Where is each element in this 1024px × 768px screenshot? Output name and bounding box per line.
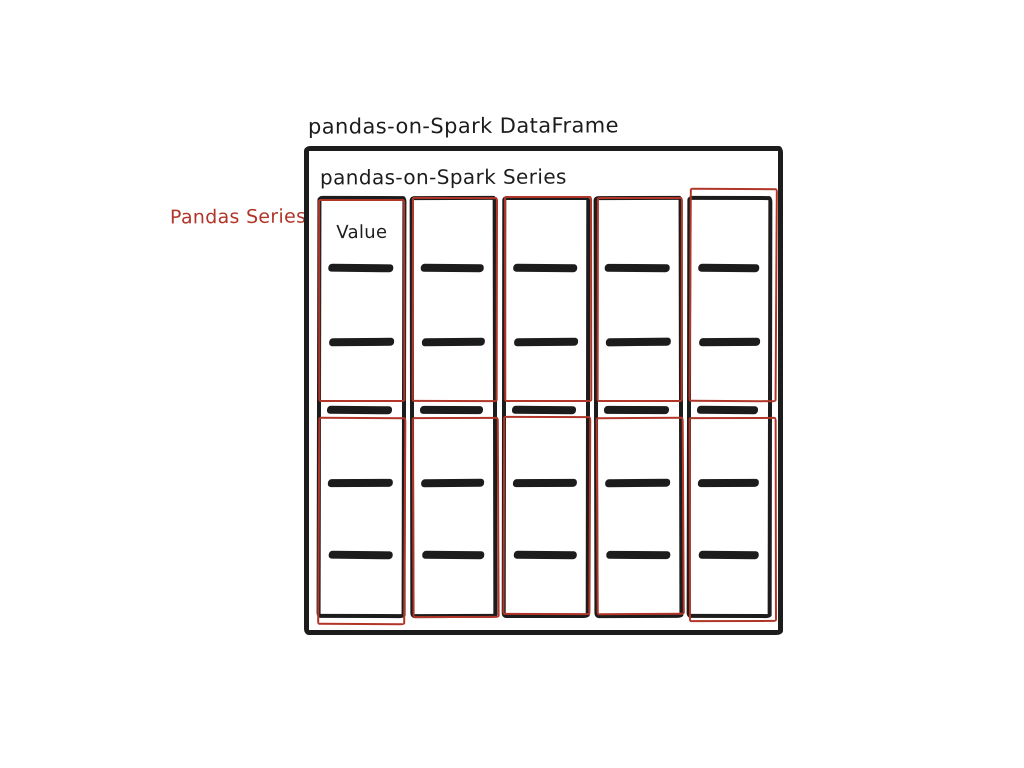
row-mark: [606, 551, 670, 559]
row-mark: [698, 479, 759, 487]
pandas-series-partition-box: [596, 417, 685, 615]
row-mark: [422, 338, 485, 347]
pandas-series-partition-box: [317, 417, 406, 625]
row-mark: [421, 479, 484, 488]
row-mark: [421, 264, 484, 272]
row-mark: [328, 264, 393, 273]
row-mark: [327, 406, 392, 415]
row-mark: [512, 406, 576, 415]
row-mark: [697, 406, 758, 415]
spark-column-5: [687, 196, 773, 618]
pandas-series-partition-box: [502, 416, 591, 615]
row-mark: [606, 338, 671, 347]
spark-column-1: [317, 196, 407, 618]
row-mark: [514, 338, 578, 346]
spark-column-4: [594, 196, 684, 618]
row-mark: [513, 479, 577, 487]
dataframe-title: pandas-on-Spark DataFrame: [307, 113, 619, 139]
row-mark: [420, 406, 483, 414]
pandas-on-spark-series-label: pandas-on-Spark Series: [319, 164, 567, 190]
pandas-series-partition-box: [689, 188, 778, 403]
pandas-series-partition-box: [689, 417, 777, 622]
row-mark: [604, 406, 669, 414]
row-mark: [328, 479, 393, 487]
spark-column-2: [410, 196, 498, 618]
pandas-series-label: Pandas Series: [169, 205, 307, 229]
row-mark: [514, 551, 577, 560]
row-mark: [513, 264, 577, 273]
row-mark: [605, 264, 670, 272]
row-mark: [605, 479, 670, 488]
row-mark: [329, 338, 394, 346]
value-label: Value: [336, 221, 388, 244]
row-mark: [422, 551, 484, 559]
row-mark: [699, 551, 759, 560]
row-mark: [699, 338, 760, 346]
row-mark: [698, 264, 759, 273]
pandas-series-partition-box: [597, 197, 683, 402]
row-mark: [329, 551, 393, 560]
pandas-series-partition-box: [504, 196, 592, 402]
spark-column-3: [502, 196, 591, 618]
pandas-series-partition-box: [412, 417, 500, 618]
pandas-series-partition-box: [412, 197, 498, 402]
